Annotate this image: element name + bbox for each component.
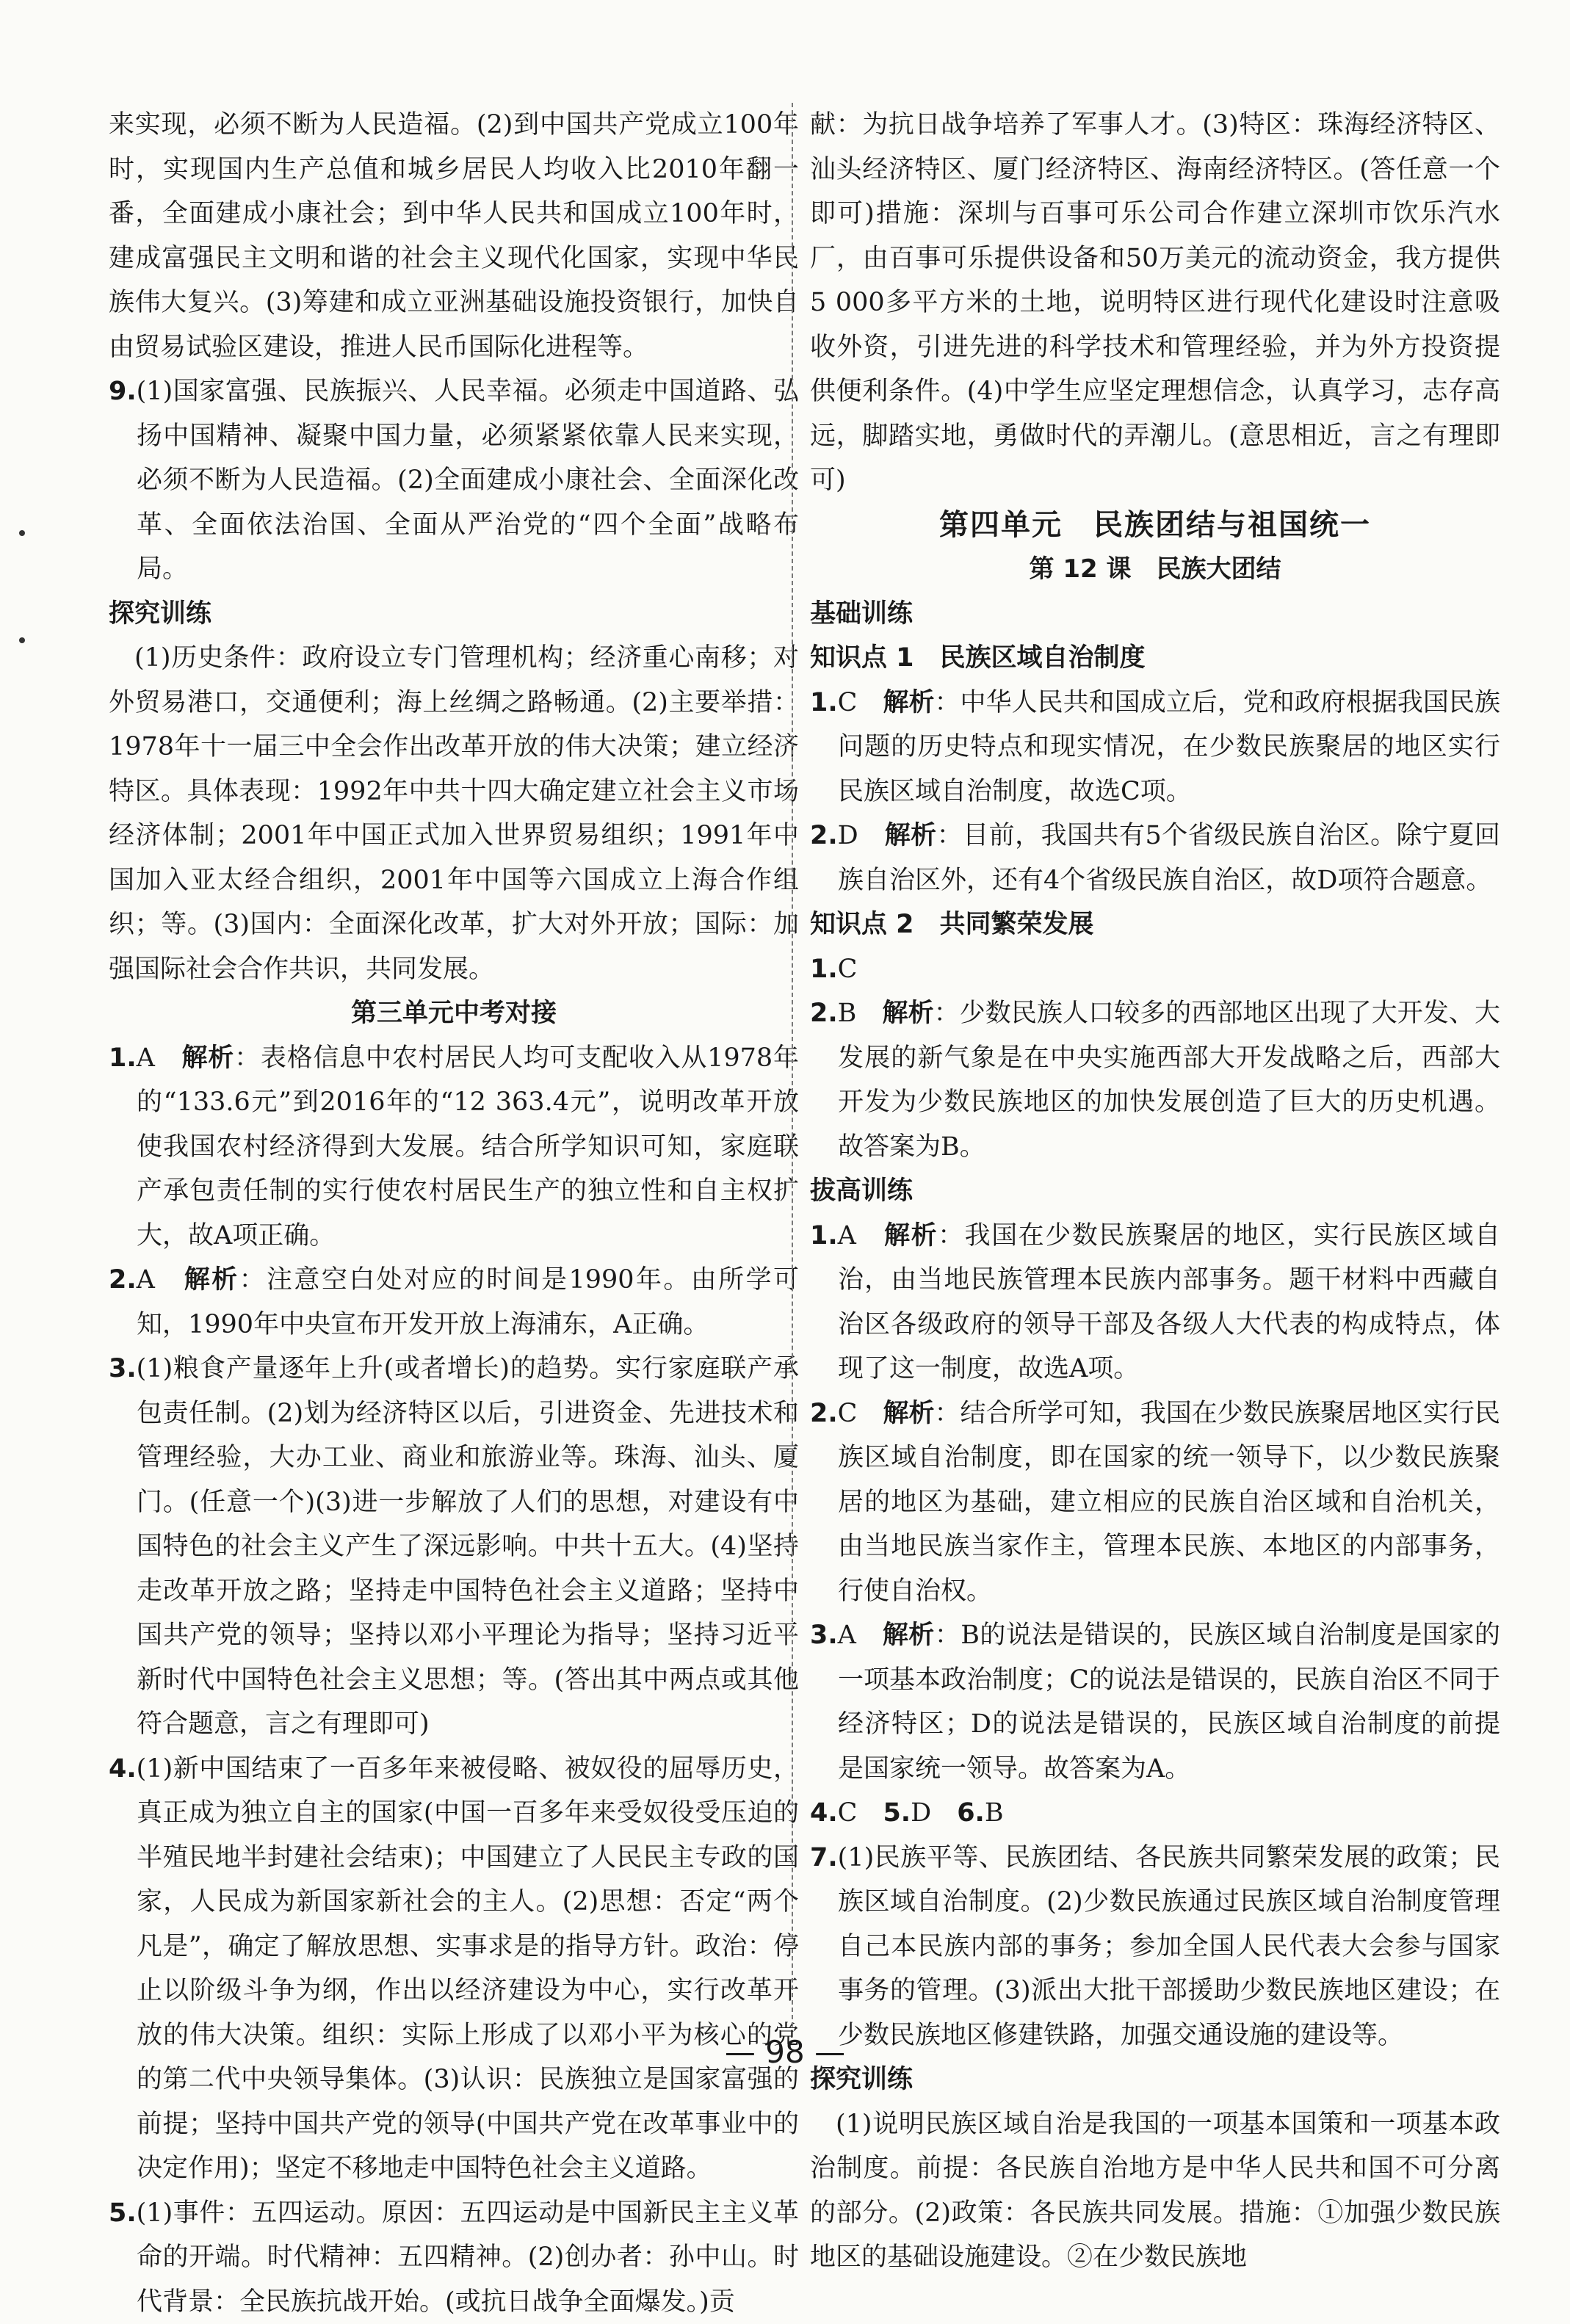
item-number: 2. [810, 1399, 838, 1428]
explore-text: (1)历史条件：政府设立专门管理机构；经济重心南移；对外贸易港口，交通便利；海上丝绸之路畅通。(2)主要举措：1978年十一届三中全会作出改革开放的伟大决策；建立经济特区。具体表现：1992年中共十四大确定建立社会主义市场经济体制；2001年中国正式加入世界贸易组织；1991年中国加入亚太经合组织，2001年中国等六国成立上海合作组织；等。(3)国内：全面深化改革，扩大对外开放；国际：加强国际社会合作共识，共同发展。 [109, 636, 799, 991]
item-number: 3. [810, 1621, 838, 1650]
right-column [810, 103, 1500, 2280]
continued-text: 来实现，必须不断为人民造福。(2)到中国共产党成立100年时，实现国内生产总值和城乡居民人均收入比2010年翻一番，全面建成小康社会；到中华人民共和国成立100年时，建成富强民主文明和谐的社会主义现代化国家，实现中华民族伟大复兴。(3)筹建和成立亚洲基础设施投资银行，加快自由贸易试验区建设，推进人民币国际化进程等。 [109, 103, 799, 369]
item-answer: C [838, 688, 858, 717]
item-text: (1)民族平等、民族团结、各民族共同繁荣发展的政策；民族区域自治制度。(2)少数民族通过民族区域自治制度管理自己本民族内部的事务；参加全国人民代表大会参与国家事务的管理。(3)派出大批干部援助少数民族地区建设；在少数民族地区修建铁路，加强交通设施的建设等。 [838, 1843, 1500, 2050]
item-number: 7. [810, 1843, 838, 1872]
item-text: (1)国家富强、民族振兴、人民幸福。必须走中国道路、弘扬中国精神、凝聚中国力量，必须紧紧依靠人民来实现，必须不断为人民造福。(2)全面建成小康社会、全面深化改革、全面依法治国、全面从严治党的“四个全面”战略布局。 [137, 377, 799, 584]
answer-item-1 [810, 681, 1500, 814]
item-answer: D [911, 1798, 931, 1828]
item-number: 2. [109, 1265, 137, 1295]
item-answer: B [985, 1798, 1004, 1828]
analysis-label: 解析 [883, 688, 934, 717]
item-number: 4. [810, 1798, 838, 1828]
item-number: 1. [810, 955, 838, 984]
item-number: 3. [109, 1354, 137, 1383]
answer-item-4 [109, 1747, 799, 2191]
answer-items-4-6 [810, 1791, 1500, 1836]
answer-item-2 [810, 1391, 1500, 1614]
explore-label: 探究训练 [810, 2057, 1500, 2102]
item-text: ：注意空白处对应的时间是1990年。由所学可知，1990年中央宣布开发开放上海浦东，A正确。 [137, 1265, 799, 1339]
answer-item-1 [109, 1036, 799, 1259]
answer-item-1 [810, 947, 1500, 992]
raise-training-label: 拔高训练 [810, 1169, 1500, 1214]
item-text: ：中华人民共和国成立后，党和政府根据我国民族问题的历史特点和现实情况，在少数民族聚居的地区实行民族区域自治制度，故选C项。 [838, 688, 1500, 806]
explore-label: 探究训练 [109, 592, 799, 637]
item-number: 5. [883, 1798, 911, 1828]
explore-text: (1)说明民族区域自治是我国的一项基本国策和一项基本政治制度。前提：各民族自治地方是中华人民共和国不可分离的部分。(2)政策：各民族共同发展。措施：①加强少数民族地区的基础设施建设。②在少数民族地 [810, 2102, 1500, 2280]
answer-item-1 [810, 1214, 1500, 1391]
item-text: (1)粮食产量逐年上升(或者增长)的趋势。实行家庭联产承包责任制。(2)划为经济特区以后，引进资金、先进技术和管理经验，大办工业、商业和旅游业等。珠海、汕头、厦门。(任意一个)(3)进一步解放了人们的思想，对建设有中国特色的社会主义产生了深远影响。中共十五大。(4)坚持走改革开放之路；坚持走中国特色社会主义道路；坚持中国共产党的领导；坚持以邓小平理论为指导；坚持习近平新时代中国特色社会主义思想；等。(答出其中两点或其他符合题意，言之有理即可) [137, 1354, 799, 1739]
analysis-label: 解析 [883, 999, 934, 1028]
item-number: 2. [810, 999, 838, 1028]
answer-item-3 [810, 1613, 1500, 1791]
item-text: ：B的说法是错误的，民族区域自治制度是国家的一项基本政治制度；C的说法是错误的，民族自治区不同于经济特区；D的说法是错误的，民族区域自治制度的前提是国家统一领导。故答案为A。 [838, 1621, 1500, 1784]
continued-text: 献：为抗日战争培养了军事人才。(3)特区：珠海经济特区、汕头经济特区、厦门经济特区、海南经济特区。(答任意一个即可)措施：深圳与百事可乐公司合作建立深圳市饮乐汽水厂，由百事可乐提供设备和50万美元的流动资金，我方提供5 000多平方米的土地，说明特区进行现代化建设时注意吸收外资，引进先进的科学技术和管理经验，并为外方投资提供便利条件。(4)中学生应坚定理想信念，认真学习，志存高远，脚踏实地，勇做时代的弄潮儿。(意思相近，言之有理即可) [810, 103, 1500, 503]
answer-item-7 [810, 1836, 1500, 2058]
item-text: ：结合所学可知，我国在少数民族聚居地区实行民族区域自治制度，即在国家的统一领导下，以少数民族聚居的地区为基础，建立相应的民族自治区域和自治机关，由当地民族当家作主，管理本民族、本地区的内部事务，行使自治权。 [838, 1399, 1500, 1606]
item-number: 9. [109, 377, 137, 406]
item-answer: C [838, 1399, 858, 1428]
answer-item-2 [810, 814, 1500, 902]
knowledge-point-1: 知识点 1 民族区域自治制度 [810, 636, 1500, 681]
column-divider [792, 103, 793, 2027]
item-answer: A [137, 1043, 155, 1073]
analysis-label: 解析 [883, 1399, 934, 1428]
item-number: 4. [109, 1754, 137, 1784]
analysis-label: 解析 [182, 1043, 235, 1073]
item-answer: D [838, 821, 858, 850]
basic-training-label: 基础训练 [810, 592, 1500, 637]
analysis-label: 解析 [884, 1221, 938, 1250]
item-text: (1)新中国结束了一百多年来被侵略、被奴役的屈辱历史，真正成为独立自主的国家(中国一百多年来受奴役受压迫的半殖民地半封建社会结束)；中国建立了人民民主专政的国家，人民成为新国家新社会的主人。(2)思想：否定“两个凡是”，确定了解放思想、实事求是的指导方针。政治：停止以阶级斗争为纲，作出以经济建设为中心，实行改革开放的伟大决策。组织：实际上形成了以邓小平为核心的党的第二代中央领导集体。(3)认识：民族独立是国家富强的前提；坚持中国共产党的领导(中国共产党在改革事业中的决定作用)；坚定不移地走中国特色社会主义道路。 [137, 1754, 799, 2184]
answer-item-3 [109, 1347, 799, 1747]
item-text: ：表格信息中农村居民人均可支配收入从1978年的“133.6元”到2016年的“12 363.4元”，说明改革开放使我国农村经济得到大发展。结合所学知识可知，家庭联产承包责任制的实行使农村居民生产的独立性和自主权扩大，故A项正确。 [137, 1043, 799, 1250]
answer-item-5 [109, 2191, 799, 2324]
item-answer: A [838, 1621, 856, 1650]
analysis-label: 解析 [883, 1621, 935, 1650]
margin-dot [19, 530, 25, 536]
item-number: 5. [109, 2198, 137, 2228]
item-number: 1. [109, 1043, 137, 1073]
item-answer: C [838, 955, 858, 984]
unit3-heading: 第三单元中考对接 [109, 991, 799, 1036]
item-answer: A [137, 1265, 155, 1295]
answer-item-9 [109, 369, 799, 592]
unit4-title: 第四单元 民族团结与祖国统一 [810, 503, 1500, 548]
lesson-title: 第 12 课 民族大团结 [810, 547, 1500, 592]
item-number: 1. [810, 688, 838, 717]
page-number: — 98 — [0, 2034, 1570, 2070]
item-answer: B [838, 999, 857, 1028]
item-number: 6. [957, 1798, 985, 1828]
margin-dot [19, 637, 25, 643]
item-text: ：我国在少数民族聚居的地区，实行民族区域自治，由当地民族管理本民族内部事务。题干材料中西藏自治区各级政府的领导干部及各级人大代表的构成特点，体现了这一制度，故选A项。 [838, 1221, 1500, 1384]
knowledge-point-2: 知识点 2 共同繁荣发展 [810, 902, 1500, 947]
item-text: (1)事件：五四运动。原因：五四运动是中国新民主主义革命的开端。时代精神：五四精神。(2)创办者：孙中山。时代背景：全民族抗战开始。(或抗日战争全面爆发。)贡 [137, 2198, 799, 2317]
item-number: 1. [810, 1221, 838, 1250]
answer-item-2 [810, 991, 1500, 1169]
analysis-label: 解析 [184, 1265, 239, 1295]
answer-item-2 [109, 1258, 799, 1347]
item-answer: C [838, 1798, 858, 1828]
item-number: 2. [810, 821, 838, 850]
left-column [109, 103, 799, 2324]
analysis-label: 解析 [885, 821, 937, 850]
item-text: ：目前，我国共有5个省级民族自治区。除宁夏回族自治区外，还有4个省级民族自治区，故D项符合题意。 [838, 821, 1500, 895]
item-text: ：少数民族人口较多的西部地区出现了大开发、大发展的新气象是在中央实施西部大开发战略之后，西部大开发为少数民族地区的加快发展创造了巨大的历史机遇。故答案为B。 [838, 999, 1500, 1162]
item-answer: A [838, 1221, 856, 1250]
